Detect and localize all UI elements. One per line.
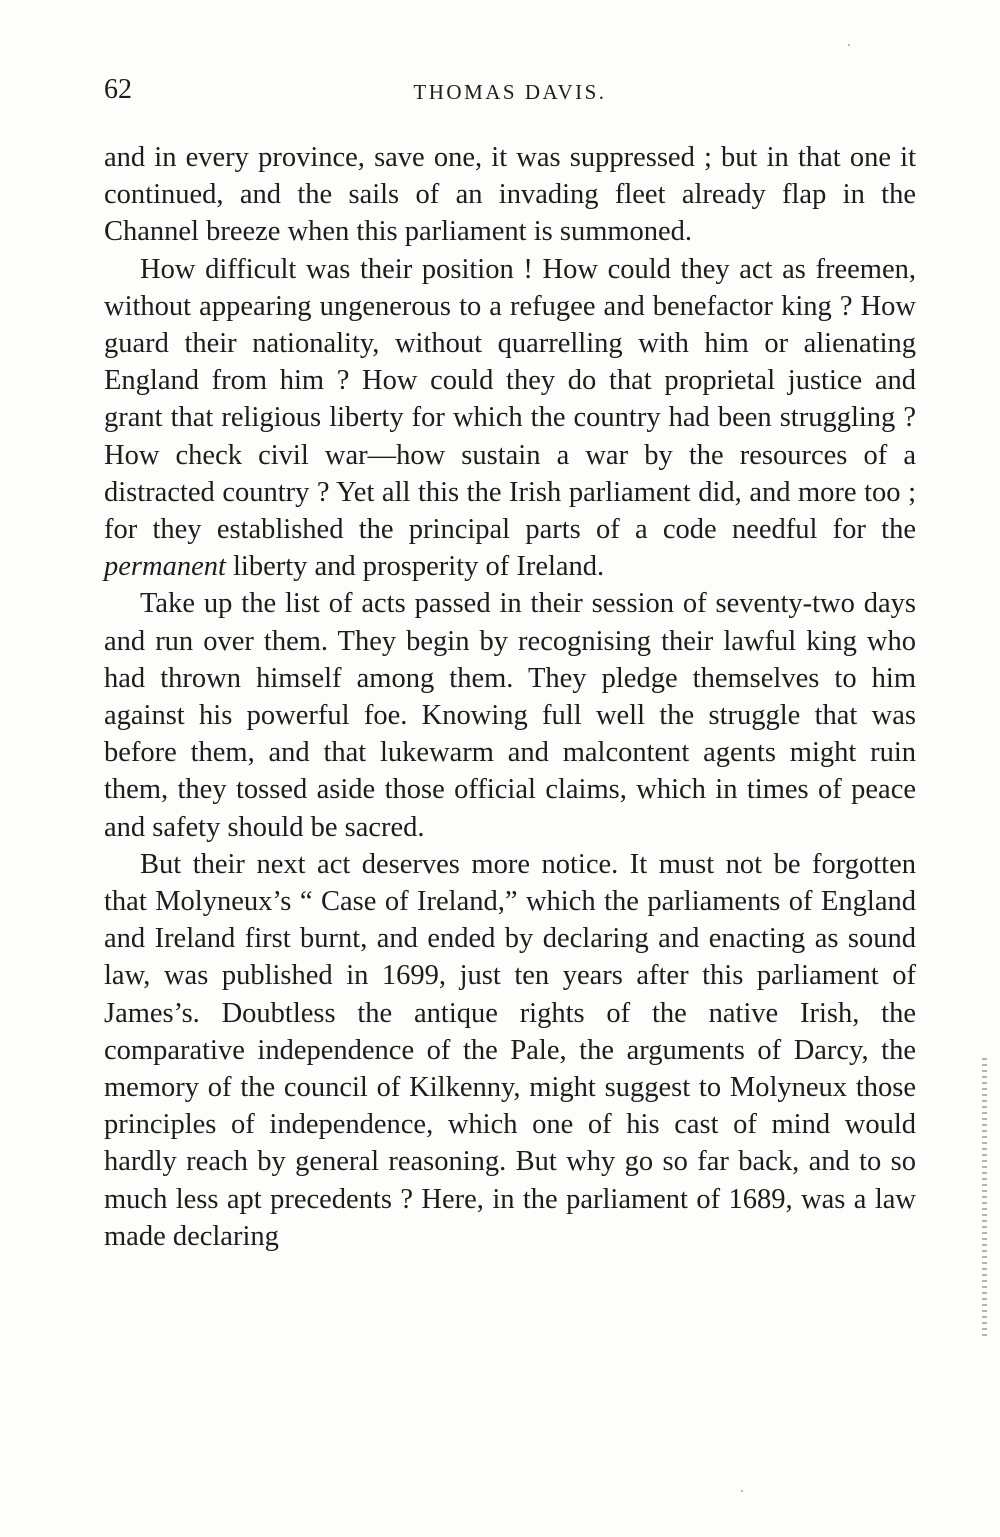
paragraph-text: Take up the list of acts passed in their session of seventy-two days and run over them. They begin by recognising their lawful king who had thrown himself among them. They pledge themselves to him against his powerful foe. Knowing full well the struggle that was before them, and that lukewarm and malcontent agents might ruin them, they tossed aside those official claims, which in times of peace and safety should be sacred.	[104, 588, 916, 843]
paragraph	[104, 251, 916, 586]
paragraph-text: and in every province, save one, it was suppressed ; but in that one it continued, and the sails of an invading fleet already flap in the Channel breeze when this parliament is summoned.	[104, 142, 916, 248]
page-number: 62	[104, 74, 132, 105]
body-text	[104, 139, 916, 1255]
paragraph-text: liberty and prosperity of Ireland.	[225, 551, 605, 583]
running-title: THOMAS DAVIS.	[413, 80, 607, 104]
paragraph-text: But their next act deserves more notice. It must not be forgotten that Molyneux’s “ Case of Ireland,” which the parliaments of England and Ireland first burnt, and ended by declaring and enacting as sound law, was published in 1699, just ten years after this parliament of James’s. Doubtless the antique rights of the native Irish, the comparative independence of the Pale, the arguments of Darcy, the memory of the council of Kilkenny, might suggest to Molyneux those principles of independence, which one of his cast of mind would hardly reach by general reasoning. But why go so far back, and to so much less apt precedents ? Here, in the parliament of 1689, was a law made declaring	[104, 848, 916, 1252]
scan-artifact	[982, 1058, 987, 1338]
running-head	[104, 72, 916, 108]
scan-artifact	[741, 1490, 743, 1492]
italic-word: permanent	[104, 551, 226, 583]
paragraph-text: How difficult was their position ! How could they act as freemen, without appearing ungenerous to a refugee and benefactor king ? How guard their nationality, without quarrelling with him or alienating England from him ? How could they do that proprietal justice and grant that religious liberty for which the country had been struggling ? How check civil war—how sustain a war by the resources of a distracted country ? Yet all this the Irish parliament did, and more too ; for they established the principal parts of a code needful for the	[104, 253, 916, 546]
paragraph	[104, 585, 916, 845]
paragraph	[104, 139, 916, 251]
paragraph	[104, 846, 916, 1255]
scan-artifact	[848, 44, 850, 46]
